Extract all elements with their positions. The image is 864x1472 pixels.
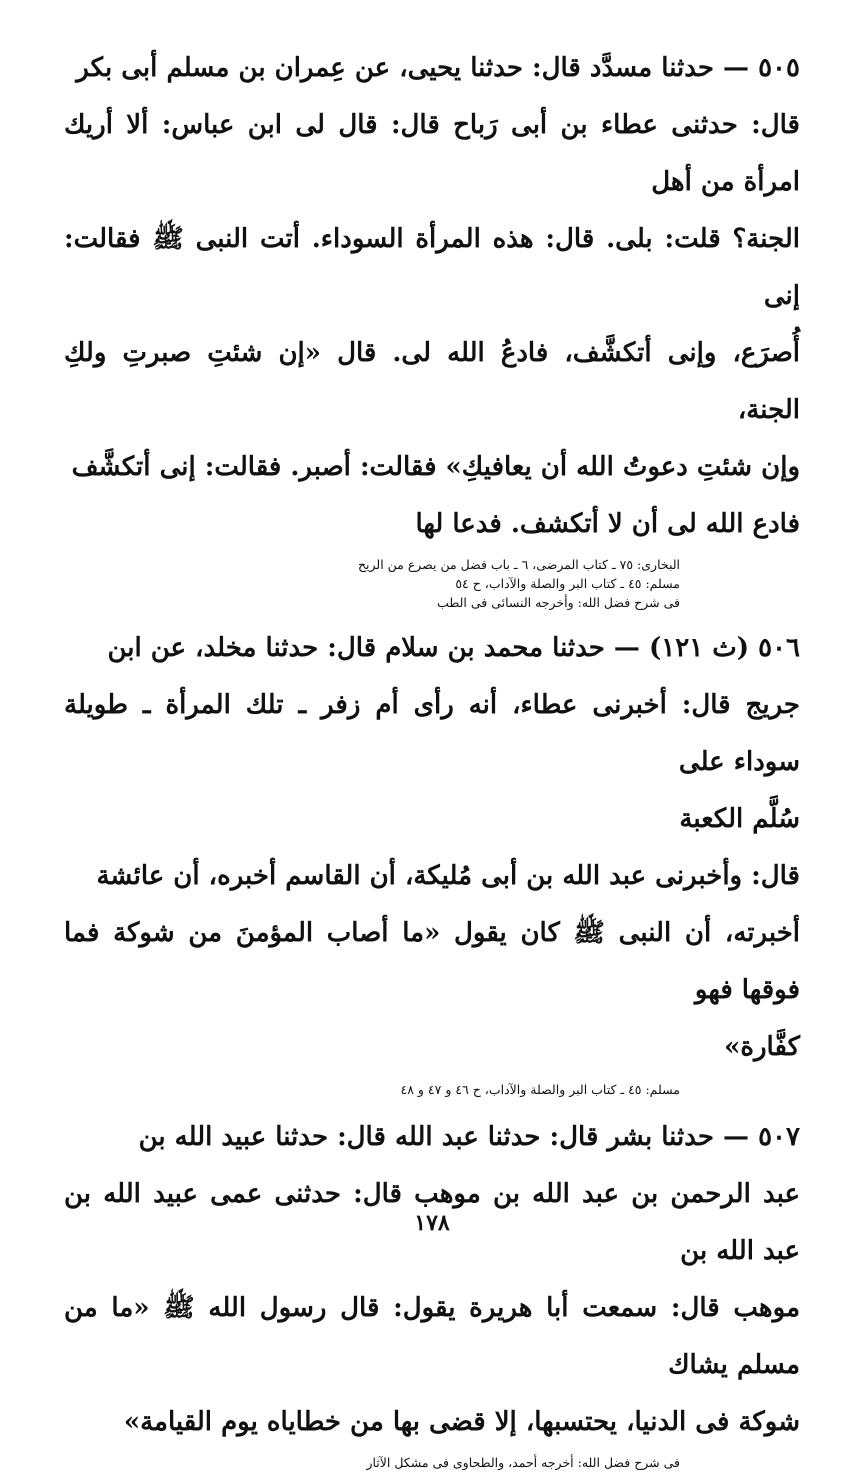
hadith-506-line-2: جريج قال: أخبرنى عطاء، أنه رأى أم زفر ـ تلك المرأة ـ طويلة سوداء على [64,690,800,777]
hadith-506 [64,620,800,848]
hadith-505-line-6: فادع الله لى أن لا أتكشف. فدعا لها [415,509,800,539]
hadith-506-references [64,1080,680,1099]
hadith-506-continued [64,848,800,1076]
hadith-505-line-1: ٥٠٥ — حدثنا مسدَّد قال: حدثنا يحيى، عن عِمران بن مسلم أبى بكر [76,53,800,83]
hadith-506b-line-2: أخبرته، أن النبى ﷺ كان يقول «ما أصاب المؤمنَ من شوكة فما فوقها فهو [64,918,800,1005]
page-number: ١٧٨ [414,1210,450,1236]
hadith-507-line-4: شوكة فى الدنيا، يحتسبها، إلا قضى بها من خطاياه يوم القيامة» [123,1407,800,1437]
hadith-505-line-5: وإن شئتِ دعوتُ الله أن يعافيكِ» فقالت: أصبر. فقالت: إنى أتكشَّف [71,452,800,482]
hadith-505-line-4: أُصرَع، وإنى أتكشَّف، فادعُ الله لى. قال «إن شئتِ صبرتِ ولكِ الجنة، [64,338,800,425]
hadith-505-references [64,555,680,612]
hadith-506-line-1: ٥٠٦ (ث ١٢١) — حدثنا محمد بن سلام قال: حدثنا مخلد، عن ابن [107,633,800,663]
reference-line: مسلم: ٤٥ ـ كتاب البر والصلة والآداب، ح ٤٦ و ٤٧ و ٤٨ [400,1082,680,1097]
reference-line: البخارى: ٧٥ ـ كتاب المرضى، ٦ ـ باب فضل من يصرع من الريح [357,557,680,572]
hadith-506-line-3: سُلَّم الكعبة [679,804,800,834]
hadith-505 [64,40,800,553]
hadith-505-line-3: الجنة؟ قلت: بلى. قال: هذه المرأة السوداء. أتت النبى ﷺ فقالت: إنى [64,224,800,311]
hadith-507-line-1: ٥٠٧ — حدثنا بشر قال: حدثنا عبد الله قال: حدثنا عبيد الله بن [138,1122,800,1152]
hadith-507 [64,1109,800,1451]
hadith-506b-line-3: كفَّارة» [724,1032,800,1062]
reference-line: فى شرح فضل الله: أخرجه أحمد، والطحاوى فى مشكل الآثار [366,1455,680,1470]
hadith-507-line-2: عبد الرحمن بن عبد الله بن موهب قال: حدثنى عمى عبيد الله بن عبد الله بن [64,1179,800,1266]
book-page [64,40,800,1470]
reference-line: فى شرح فضل الله: وأخرجه النسائى فى الطب [437,595,680,610]
reference-line: مسلم: ٤٥ ـ كتاب البر والصلة والآداب، ح ٥٤ [455,576,680,591]
hadith-507-references [64,1453,680,1472]
hadith-505-line-2: قال: حدثنى عطاء بن أبى رَباح قال: قال لى ابن عباس: ألا أريك امرأة من أهل [64,110,800,197]
hadith-507-line-3: موهب قال: سمعت أبا هريرة يقول: قال رسول الله ﷺ «ما من مسلم يشاك [64,1293,800,1380]
hadith-506b-line-1: قال: وأخبرنى عبد الله بن أبى مُليكة، أن القاسم أخبره، أن عائشة [96,861,800,891]
